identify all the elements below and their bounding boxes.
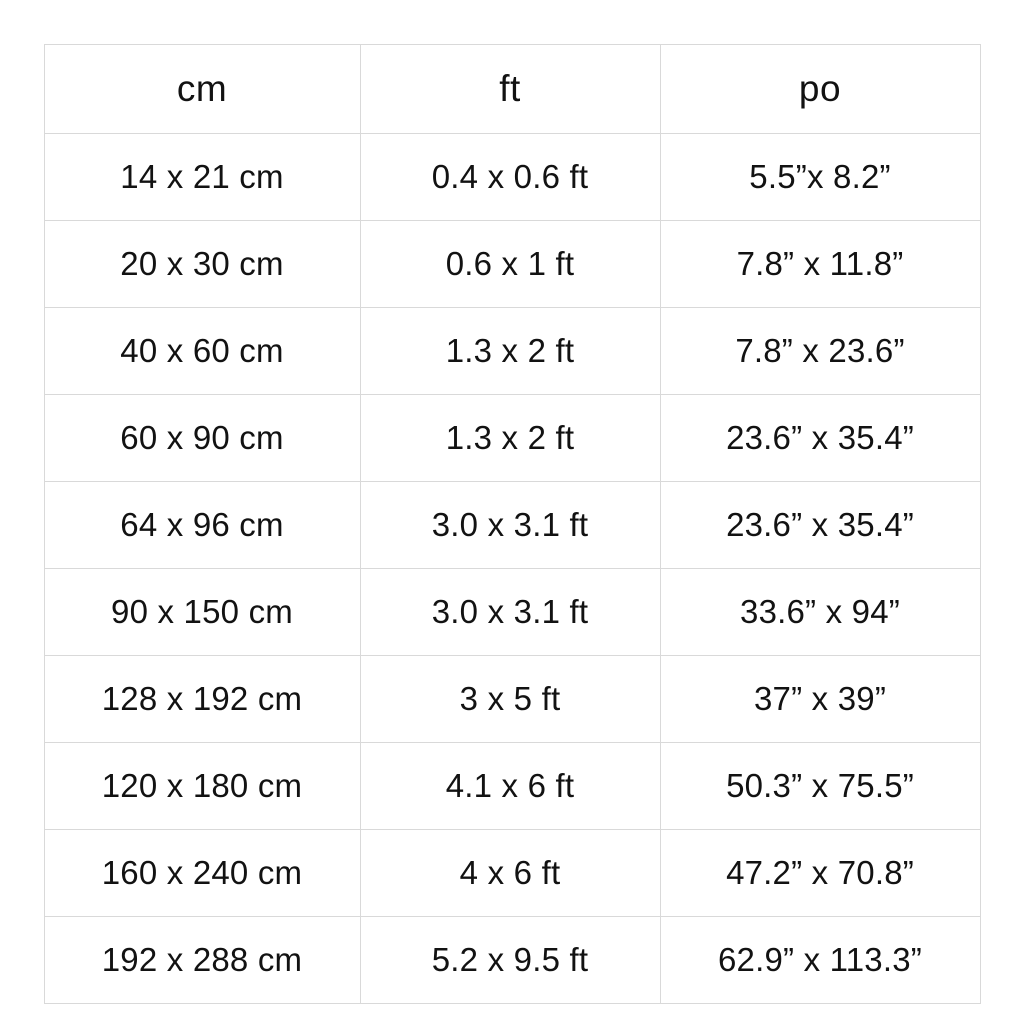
cell-ft: 3.0 x 3.1 ft [360, 482, 660, 569]
table-row [44, 221, 980, 308]
table-header [44, 45, 980, 134]
column-header-po: po [660, 45, 980, 134]
column-header-ft: ft [360, 45, 660, 134]
cell-cm: 40 x 60 cm [44, 308, 360, 395]
cell-cm: 128 x 192 cm [44, 656, 360, 743]
cell-po: 23.6” x 35.4” [660, 482, 980, 569]
table-row [44, 482, 980, 569]
cell-po: 7.8” x 11.8” [660, 221, 980, 308]
table-row [44, 395, 980, 482]
cell-po: 33.6” x 94” [660, 569, 980, 656]
cell-ft: 3.0 x 3.1 ft [360, 569, 660, 656]
cell-ft: 5.2 x 9.5 ft [360, 917, 660, 1004]
table-row [44, 743, 980, 830]
cell-cm: 20 x 30 cm [44, 221, 360, 308]
cell-ft: 1.3 x 2 ft [360, 308, 660, 395]
table-row [44, 656, 980, 743]
table-row [44, 830, 980, 917]
table-header-row [44, 45, 980, 134]
cell-cm: 160 x 240 cm [44, 830, 360, 917]
cell-ft: 1.3 x 2 ft [360, 395, 660, 482]
column-header-cm: cm [44, 45, 360, 134]
cell-ft: 4 x 6 ft [360, 830, 660, 917]
cell-po: 7.8” x 23.6” [660, 308, 980, 395]
cell-cm: 192 x 288 cm [44, 917, 360, 1004]
table-row [44, 308, 980, 395]
cell-cm: 14 x 21 cm [44, 134, 360, 221]
table-row [44, 134, 980, 221]
cell-ft: 3 x 5 ft [360, 656, 660, 743]
table-body [44, 134, 980, 1004]
table-row [44, 569, 980, 656]
cell-po: 23.6” x 35.4” [660, 395, 980, 482]
cell-po: 50.3” x 75.5” [660, 743, 980, 830]
cell-cm: 64 x 96 cm [44, 482, 360, 569]
cell-ft: 4.1 x 6 ft [360, 743, 660, 830]
cell-po: 5.5”x 8.2” [660, 134, 980, 221]
cell-po: 37” x 39” [660, 656, 980, 743]
size-conversion-table [44, 44, 981, 1004]
table-row [44, 917, 980, 1004]
cell-po: 62.9” x 113.3” [660, 917, 980, 1004]
cell-po: 47.2” x 70.8” [660, 830, 980, 917]
cell-cm: 60 x 90 cm [44, 395, 360, 482]
cell-ft: 0.6 x 1 ft [360, 221, 660, 308]
cell-cm: 120 x 180 cm [44, 743, 360, 830]
cell-cm: 90 x 150 cm [44, 569, 360, 656]
cell-ft: 0.4 x 0.6 ft [360, 134, 660, 221]
